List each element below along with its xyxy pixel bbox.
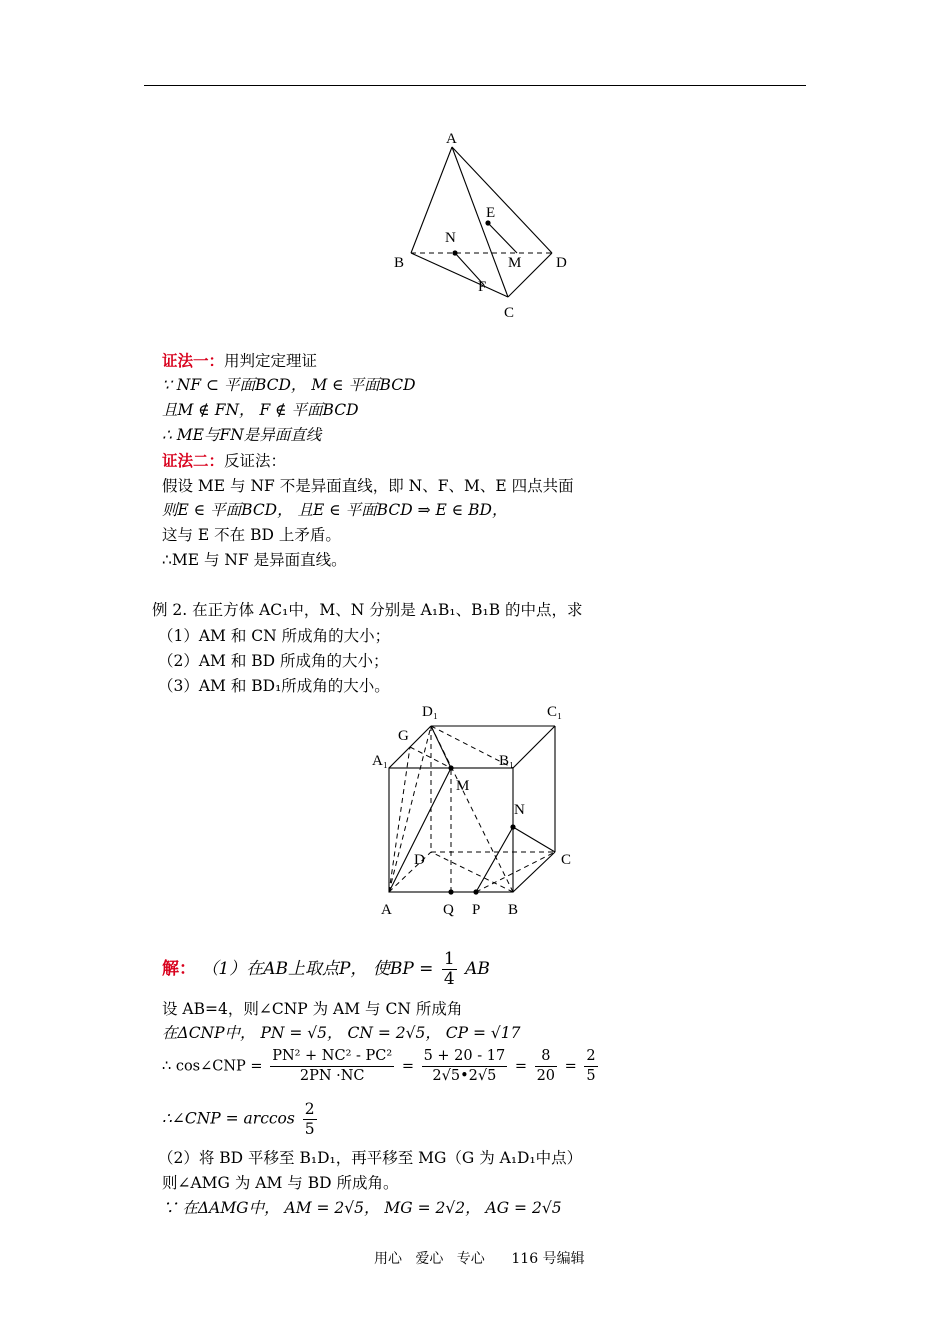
example-q2: （2）AM 和 BD 所成角的大小； bbox=[158, 652, 389, 670]
fraction-one-quarter: $\frac{1}{4}$ bbox=[443, 949, 455, 989]
solution-part2-line1: （2）将 BD 平移至 B₁D₁，再平移至 MG（G 为 A₁D₁中点） bbox=[158, 1149, 583, 1167]
label-a1: A₁ bbox=[372, 753, 389, 769]
label-a: A bbox=[381, 902, 392, 918]
label-g: G bbox=[398, 728, 409, 744]
label-m: M bbox=[508, 255, 522, 271]
edge-bc bbox=[513, 852, 555, 892]
solution-part2-line3: ∵ 在ΔAMG中， AM = 2√5， MG = 2√2， AG = 2√5 bbox=[162, 1199, 562, 1217]
example-q1: （1）AM 和 CN 所成角的大小； bbox=[158, 627, 391, 645]
solution-part2-line2: 则∠AMG 为 AM 与 BD 所成角。 bbox=[162, 1174, 399, 1192]
proof2-line2: 则E ∈ 平面BCD， 且E ∈ 平面BCD ⇒ E ∈ BD， bbox=[162, 501, 508, 519]
solution-line1: 解： （1）在AB上取点P， 使BP = $\frac{1}{4}$ AB bbox=[162, 949, 490, 989]
proof2-line1: 假设 ME 与 NF 不是异面直线，即 N、F、M、E 四点共面 bbox=[162, 477, 574, 495]
fraction-eight-twentieths: $\frac{8}{20}$ bbox=[536, 1048, 556, 1084]
edge-ac bbox=[452, 147, 508, 297]
fraction-substituted: $\frac{5 + 20 - 17}{2√5•2√5}$ bbox=[423, 1048, 506, 1084]
label-c: C bbox=[561, 852, 572, 868]
point-e bbox=[485, 220, 490, 225]
label-n: N bbox=[445, 230, 456, 246]
page-footer: 用心 爱心 专心 116 号编辑 bbox=[374, 1251, 585, 1267]
tetrahedron-figure bbox=[380, 125, 590, 325]
label-e: E bbox=[486, 205, 496, 221]
label-f: F bbox=[478, 279, 487, 295]
example-q3: （3）AM 和 BD₁所成角的大小。 bbox=[158, 677, 390, 695]
fraction-arccos-two-fifths: $\frac{2}{5}$ bbox=[304, 1100, 315, 1138]
edge-bc bbox=[411, 253, 508, 297]
label-p: P bbox=[472, 902, 481, 918]
segment-bd-hidden bbox=[431, 852, 513, 892]
segment-d1m bbox=[431, 726, 451, 768]
proof2-heading: 证法二：反证法： bbox=[162, 451, 287, 470]
segment-nc bbox=[513, 827, 555, 852]
proof1-line3: ∴ ME与FN是异面直线 bbox=[162, 426, 322, 444]
proof2-line4: ∴ME 与 NF 是异面直线。 bbox=[162, 551, 347, 569]
arccos-result: ∴∠CNP = arccos $\frac{2}{5}$ bbox=[162, 1100, 315, 1138]
point-m bbox=[448, 765, 453, 770]
label-b1: B₁ bbox=[499, 753, 515, 769]
point-p bbox=[473, 889, 478, 894]
fraction-cosine-law: $\frac{\text{PN² + NC² - PC²}}{2PN \cdot NC}$ bbox=[272, 1048, 393, 1084]
segment-bd1-hidden bbox=[431, 726, 513, 892]
header-rule bbox=[144, 85, 806, 86]
proof1-line2: 且M ∉ FN， F ∉ 平面BCD bbox=[162, 401, 359, 419]
label-d1: D₁ bbox=[422, 704, 439, 720]
solution-line3: 在ΔCNP中， PN = √5， CN = 2√5， CP = √17 bbox=[162, 1024, 521, 1042]
fraction-two-fifths: $\frac{2}{5}$ bbox=[586, 1048, 596, 1084]
proof1-heading: 证法一：用判定定理证 bbox=[162, 351, 318, 370]
label-a: A bbox=[446, 131, 457, 147]
label-c1: C₁ bbox=[547, 704, 563, 720]
point-q bbox=[448, 889, 453, 894]
point-n bbox=[452, 250, 457, 255]
label-b: B bbox=[508, 902, 519, 918]
example-title: 例 2. 在正方体 AC₁中，M、N 分别是 A₁B₁、B₁B 的中点，求 bbox=[152, 601, 583, 619]
segment-am bbox=[389, 768, 451, 892]
solution-line2: 设 AB=4，则∠CNP 为 AM 与 CN 所成角 bbox=[162, 1000, 463, 1018]
segment-me bbox=[488, 223, 517, 253]
cosine-formula: ∴ cos∠CNP = $\frac{\text{PN² + NC² - PC²}}{2PN \cdot NC}$ = $\frac{5 + 20 - 17}{2√5•2√5}$ = $\frac{8}{20}$ = $\frac{2}{5}$ bbox=[162, 1048, 596, 1084]
label-c: C bbox=[504, 305, 515, 321]
label-n: N bbox=[514, 802, 525, 818]
label-m: M bbox=[456, 778, 470, 794]
proof1-line1: ∵ NF ⊂ 平面BCD， M ∈ 平面BCD bbox=[162, 376, 416, 394]
edge-b1c1 bbox=[513, 726, 555, 768]
proof2-line3: 这与 E 不在 BD 上矛盾。 bbox=[162, 526, 341, 544]
point-n bbox=[510, 824, 515, 829]
cube-figure bbox=[360, 698, 590, 923]
label-d: D bbox=[414, 852, 425, 868]
label-d: D bbox=[556, 255, 567, 271]
label-b: B bbox=[394, 255, 405, 271]
label-q: Q bbox=[443, 902, 454, 918]
